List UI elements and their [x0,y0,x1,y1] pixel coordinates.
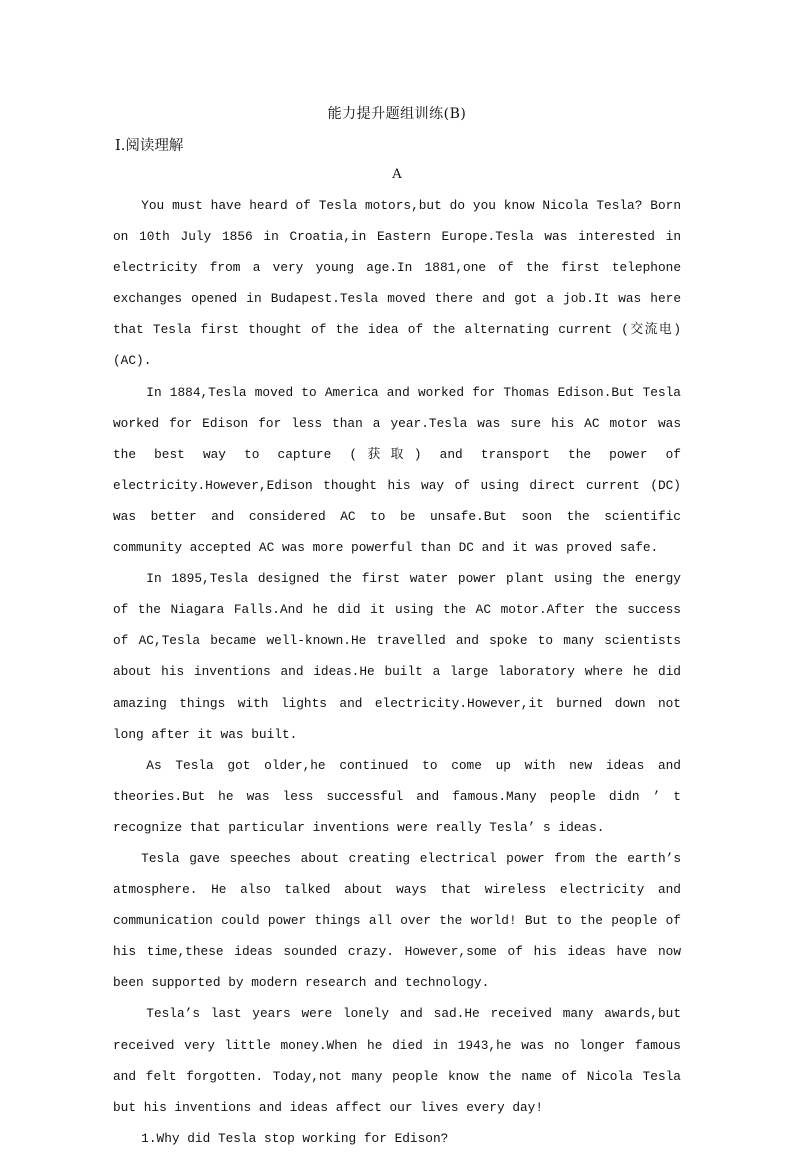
paragraph: In 1895,Tesla designed the first water power plant using the energy of the Niagara Falls.And he did it using the AC motor.After the success of AC,Tesla became well-known.He travelled and spoke to many scientists about his inventions and ideas.He built a large laboratory where he did amazing things with lights and electricity.However,it burned down not long after it was built. [113,571,681,742]
question-item: 1.Why did Tesla stop working for Edison? [141,1130,449,1146]
paragraph: In 1884,Tesla moved to America and worked for Thomas Edison.But Tesla worked for Edison for less than a year.Tesla was sure his AC motor was the best way to capture (获取) and transport the power of electricity.However,Edison thought his way of using direct current (DC) was better and considered AC to be unsafe.But soon the scientific community accepted AC was more powerful than DC and it was proved safe. [113,384,681,556]
paragraph: Tesla gave speeches about creating electrical power from the earth’s atmosphere. He also talked about ways that wireless electricity and communication could power things all over the world! But to the people of his time,these ideas sounded crazy. However,some of his ideas have now been supported by modern research and technology. [113,850,681,991]
section-heading: Ⅰ.阅读理解 [115,138,184,154]
paragraph: You must have heard of Tesla motors,but do you know Nicola Tesla? Born on 10th July 1856 in Croatia,in Eastern Europe.Tesla was interested in electricity from a very young age.In 1881,one of the first telephone exchanges opened in Budapest.Tesla moved there and got a job.It was here that Tesla first thought of the idea of the alternating current (交流电) (AC). [113,198,681,369]
page-title: 能力提升题组训练(B) [327,106,467,122]
paragraph: As Tesla got older,he continued to come up with new ideas and theories.But he was less successful and famous.Many people didn ’ t recognize that particular inventions were really Tesla’ s ideas. [113,757,681,835]
passage-body [113,190,681,1154]
paragraph: Tesla’s last years were lonely and sad.He received many awards,but received very little money.When he died in 1943,he was no longer famous and felt forgotten. Today,not many people know the name of Nicola Tesla but his inventions and ideas affect our lives every day! [113,1006,681,1115]
passage-label: A [392,167,402,182]
